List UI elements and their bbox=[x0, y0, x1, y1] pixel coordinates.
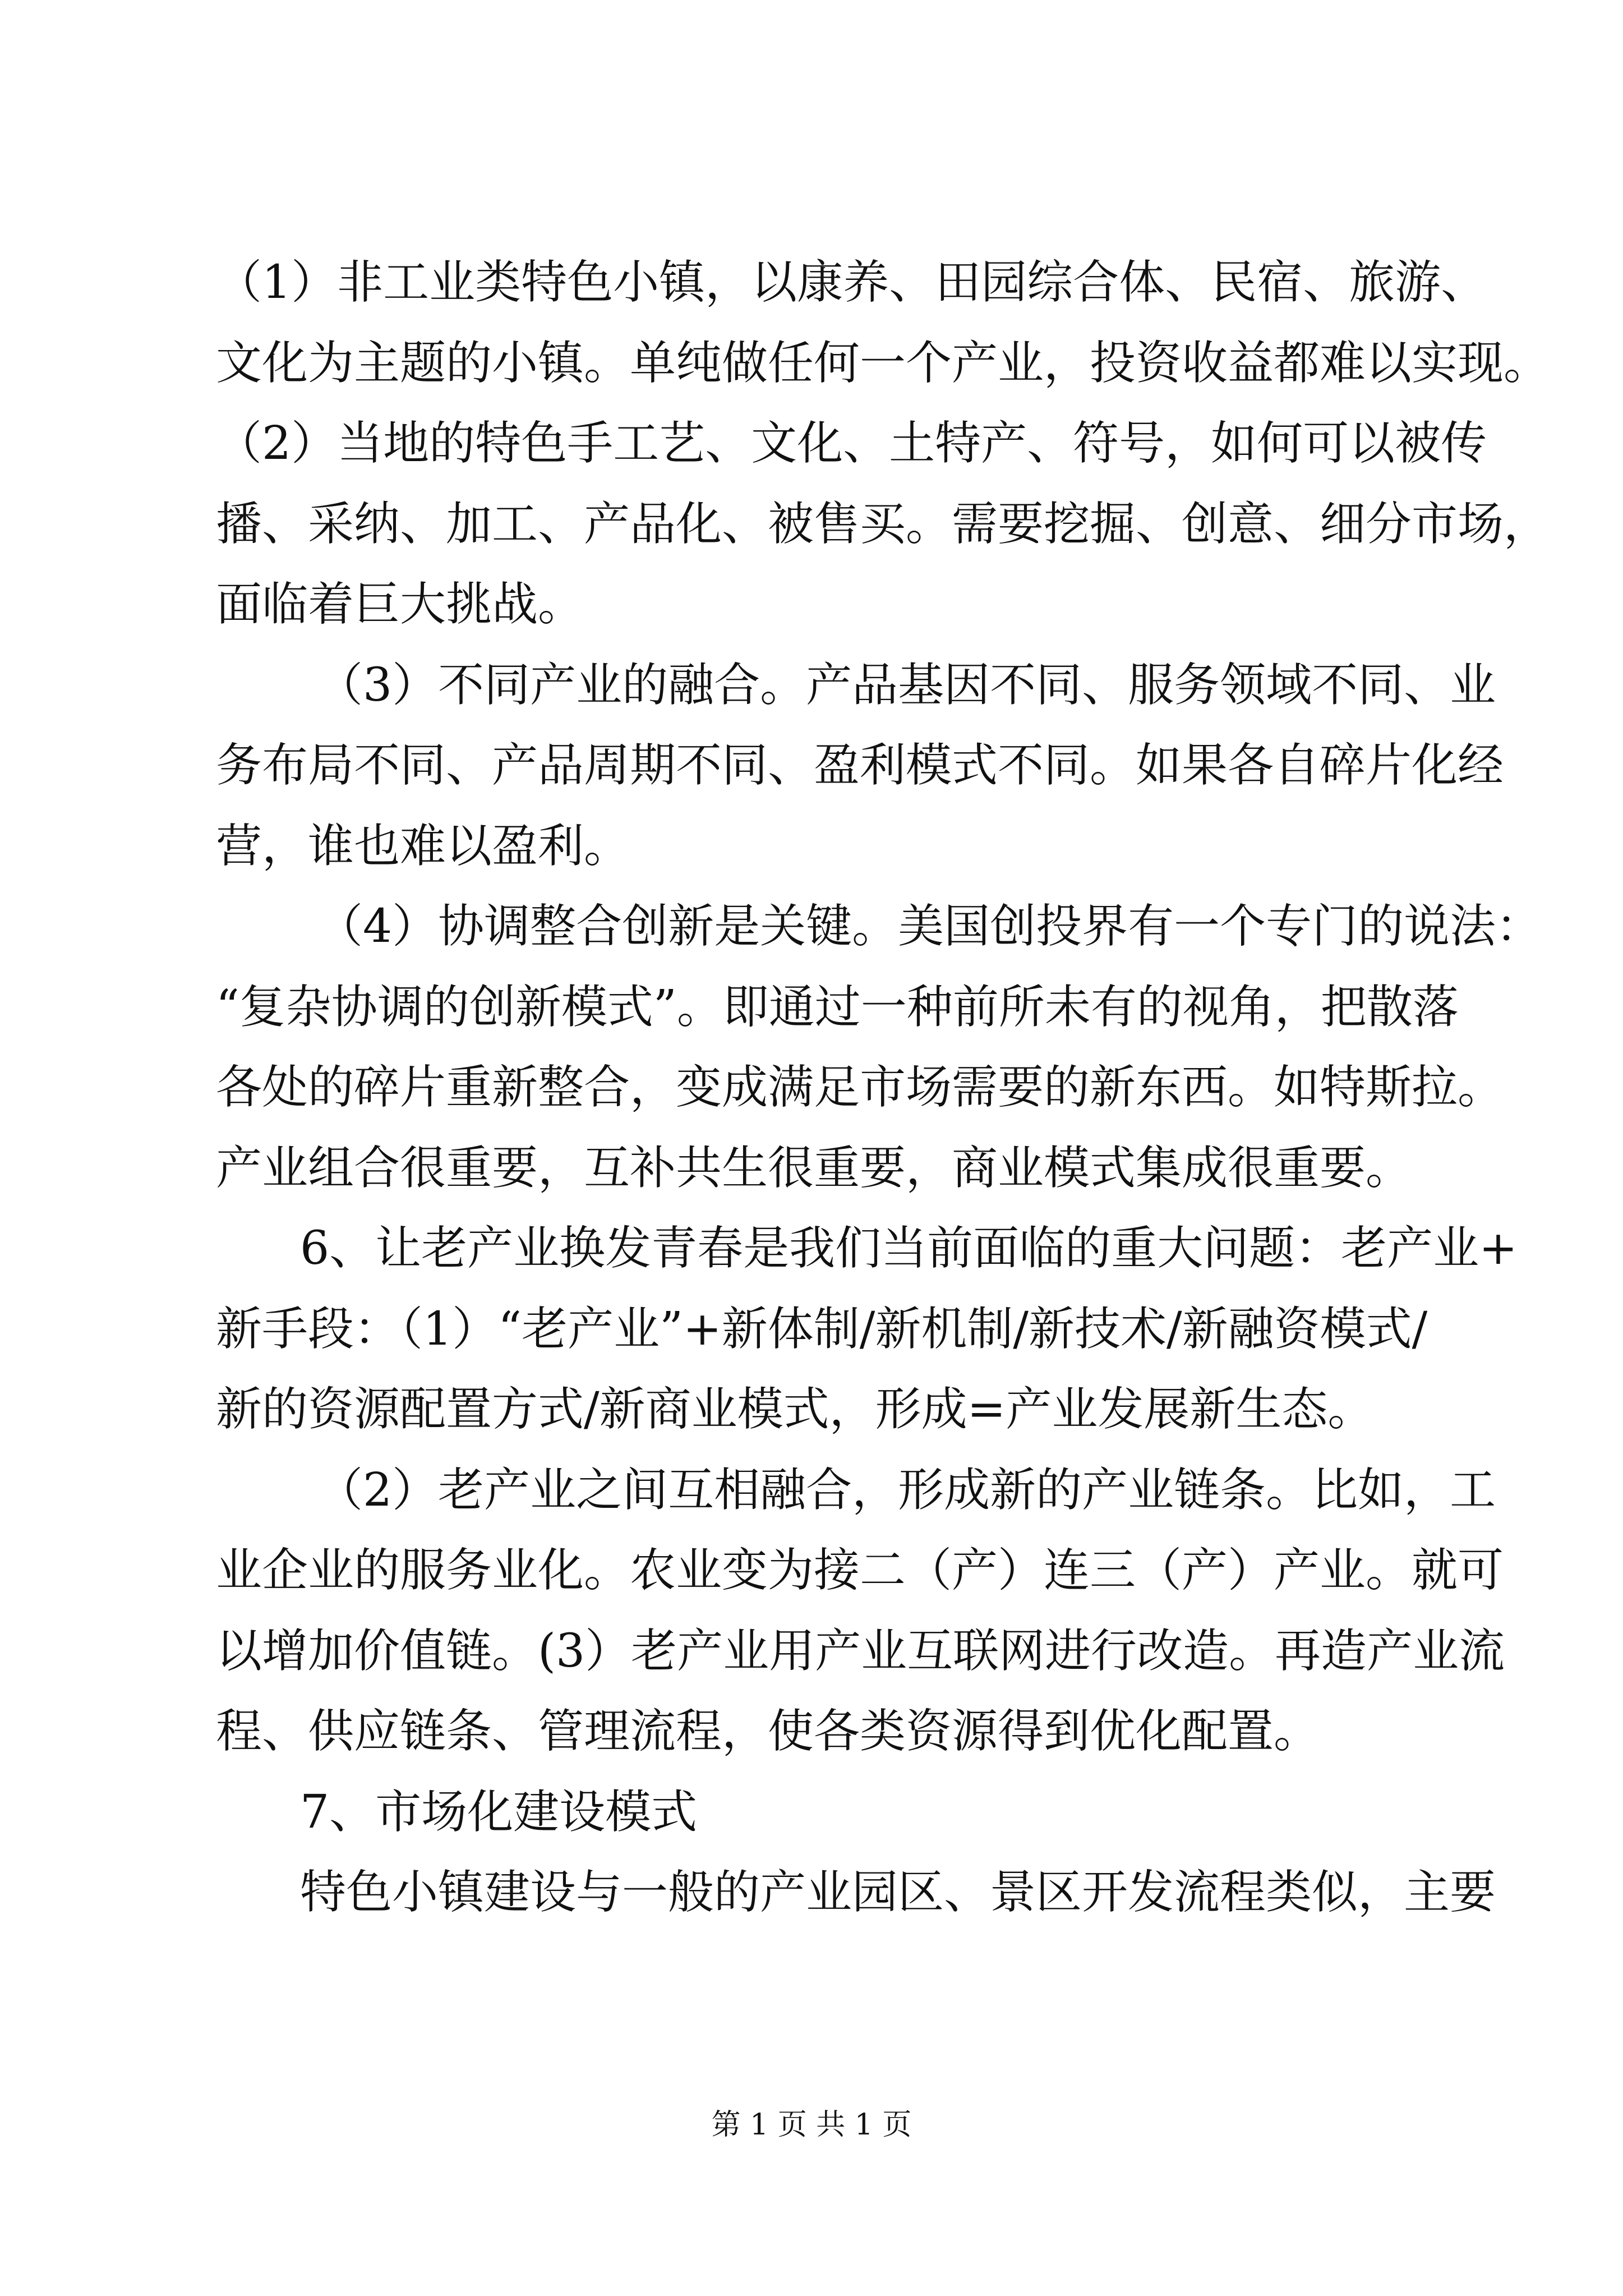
text-line: 各处的碎片重新整合，变成满足市场需要的新东西。如特斯拉。 bbox=[216, 1061, 1504, 1114]
text-line: （4）协调整合创新是关键。美国创投界有一个专门的说法： bbox=[317, 900, 1542, 953]
text-line: 播、采纳、加工、产品化、被售买。需要挖掘、创意、细分市场， bbox=[216, 497, 1550, 551]
text-line: （2）老产业之间互相融合，形成新的产业链条。比如，工 bbox=[317, 1463, 1496, 1517]
text-line: 务布局不同、产品周期不同、盈利模式不同。如果各自碎片化经 bbox=[216, 739, 1504, 792]
document-body bbox=[216, 242, 1550, 1933]
text-line: “复杂协调的创新模式”。即通过一种前所未有的视角，把散落 bbox=[216, 980, 1459, 1034]
text-line: （3）不同产业的融合。产品基因不同、服务领域不同、业 bbox=[317, 658, 1496, 712]
text-line: 面临着巨大挑战。 bbox=[216, 578, 584, 631]
text-line: 业企业的服务业化。农业变为接二（产）连三（产）产业。就可 bbox=[216, 1544, 1504, 1597]
text-line: （1）非工业类特色小镇，以康养、田园综合体、民宿、旅游、 bbox=[216, 256, 1487, 309]
text-line: 新手段：（1）“老产业”+新体制/新机制/新技术/新融资模式/ bbox=[216, 1302, 1428, 1356]
text-line: 文化为主题的小镇。单纯做任何一个产业，投资收益都难以实现。 bbox=[216, 336, 1550, 390]
text-line: 程、供应链条、管理流程，使各类资源得到优化配置。 bbox=[216, 1705, 1320, 1758]
section-heading: 7、市场化建设模式 bbox=[300, 1785, 698, 1839]
text-line: 6、让老产业换发青春是我们当前面临的重大问题：老产业+ bbox=[300, 1222, 1518, 1275]
text-line: （2）当地的特色手工艺、文化、土特产、符号，如何可以被传 bbox=[216, 417, 1487, 470]
page-footer: 第 1 页 共 1 页 bbox=[711, 2108, 912, 2142]
text-line: 产业组合很重要，互补共生很重要，商业模式集成很重要。 bbox=[216, 1141, 1412, 1195]
text-line: 新的资源配置方式/新商业模式，形成=产业发展新生态。 bbox=[216, 1383, 1374, 1436]
text-line: 以增加价值链。(3）老产业用产业互联网进行改造。再造产业流 bbox=[216, 1624, 1505, 1678]
text-line: 营，谁也难以盈利。 bbox=[216, 819, 630, 873]
text-line: 特色小镇建设与一般的产业园区、景区开发流程类似，主要 bbox=[300, 1866, 1496, 1919]
